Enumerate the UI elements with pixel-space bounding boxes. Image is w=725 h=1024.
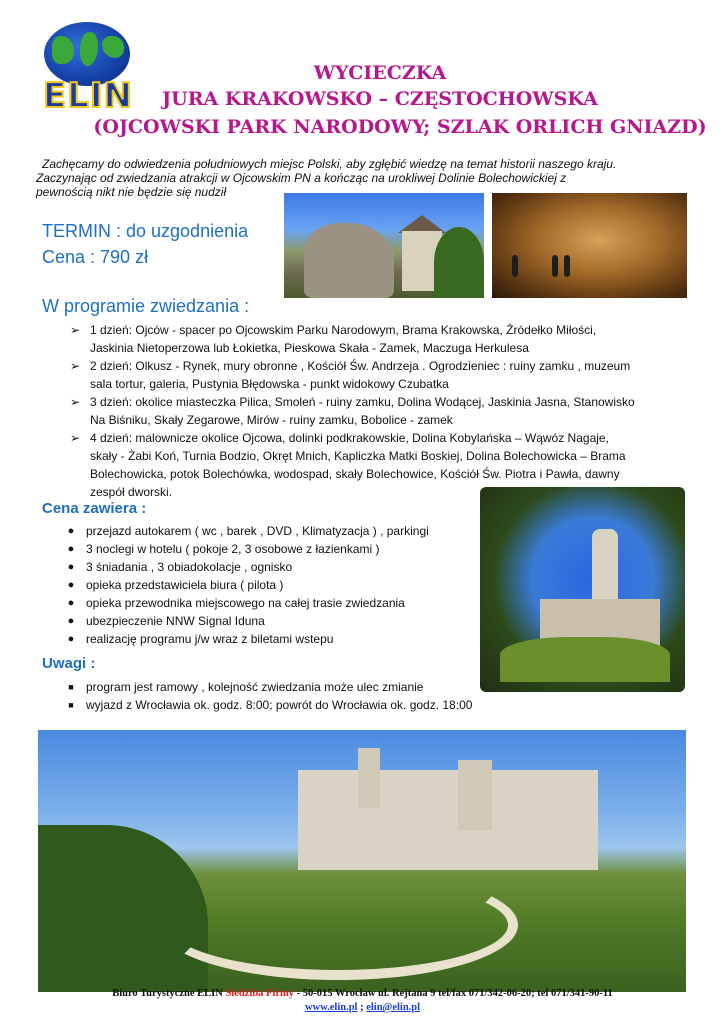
intro-line: pewnością nikt nie będzie się nudził <box>36 185 227 199</box>
list-item: ● realizację programu j/w wraz z biletami wstepu <box>62 630 472 648</box>
notes-list <box>62 678 662 714</box>
bullet-icon: ● <box>67 525 75 537</box>
list-item: ➢ 1 dzień: Ojców - spacer po Ojcowskim Parku Narodowym, Brama Krakowska, Źródełko Miłości, Jaskinia Nietoperzowa lub Łokietka, Pieskowa Skała - Zamek, Maczuga Herkulesa <box>66 321 684 357</box>
list-item: ➢ 3 dzień: okolice miasteczka Pilica, Smoleń - ruiny zamku, Dolina Wodącej, Jaskinia Jasna, Stanowisko Na Biśniku, Skały Zegarowe, Mirów - ruiny zamku, Bobolice - zamek <box>66 393 684 429</box>
title-line-1: WYCIECZKA <box>313 62 447 84</box>
list-item: ● opieka przewodnika miejscowego na całej trasie zwiedzania <box>62 594 472 612</box>
bullet-icon: ● <box>67 633 75 645</box>
arrow-bullet-icon: ➢ <box>69 395 81 409</box>
list-item: ■ wyjazd z Wrocławia ok. godz. 8:00; powrót do Wrocławia ok. godz. 18:00 <box>62 696 662 714</box>
title-line-3: (OJCOWSKI PARK NARODOWY; SZLAK ORLICH GNIAZD) <box>93 116 707 138</box>
footer-siedziba: Siedziba Firmy <box>225 988 295 999</box>
photo-ogrodzieniec-castle <box>38 730 686 992</box>
price-includes-heading: Cena zawiera : <box>42 500 147 517</box>
price-includes-list <box>62 522 472 648</box>
email-link[interactable]: elin@elin.pl <box>366 1002 421 1013</box>
bullet-icon: ● <box>67 597 75 609</box>
list-item: ● 3 noclegi w hotelu ( pokoje 2, 3 osobowe z łazienkami ) <box>62 540 472 558</box>
arrow-bullet-icon: ➢ <box>69 431 81 445</box>
arrow-bullet-icon: ➢ <box>69 359 81 373</box>
bullet-icon: ● <box>67 615 75 627</box>
intro-line: Zachęcamy do odwiedzenia południowych miejsc Polski, aby zgłębić wiedzę na temat historii naszego kraju. <box>42 157 617 171</box>
list-item: ➢ 2 dzień: Olkusz - Rynek, mury obronne , Kościół Św. Andrzeja . Ogrodzieniec : ruiny zamku , muzeum sala tortur, galeria, Pustynia Błędowska - punkt widokowy Czubatka <box>66 357 684 393</box>
arrow-bullet-icon: ➢ <box>69 323 81 337</box>
program-list <box>66 321 684 501</box>
bullet-icon: ● <box>67 579 75 591</box>
list-item: ● ubezpieczenie NNW Signal Iduna <box>62 612 472 630</box>
list-item: ● opieka przedstawiciela biura ( pilota ) <box>62 576 472 594</box>
intro-line: Zaczynając od zwiedzania atrakcji w Ojcowskim PN a kończąc na urokliwej Dolinie Bolechowickiej z <box>36 171 567 185</box>
footer-links: www.elin.pl ; elin@elin.pl <box>304 1002 421 1013</box>
photo-castle-tower <box>480 487 685 692</box>
logo-text: ELIN <box>43 76 133 116</box>
program-heading: W programie zwiedzania : <box>42 296 250 316</box>
list-item: ● 3 śniadania , 3 obiadokolacje , ognisko <box>62 558 472 576</box>
list-item: ■ program jest ramowy , kolejność zwiedzania może ulec zmianie <box>62 678 662 696</box>
bullet-icon: ● <box>67 561 75 573</box>
termin-block <box>42 218 248 270</box>
photo-ojcow-chapel <box>284 193 484 298</box>
price-text: Cena : 790 zł <box>42 247 149 267</box>
footer-address: Biuro Turystyczne ELIN Siedziba Firmy - 50-015 Wrocław ul. Rejtana 9 tel/fax 071/342-06-20; tel 071/341-90-11 <box>112 988 613 999</box>
photo-cave <box>492 193 687 298</box>
list-item: ● przejazd autokarem ( wc , barek , DVD , Klimatyzacja ) , parkingi <box>62 522 472 540</box>
square-bullet-icon: ■ <box>68 700 74 710</box>
footer <box>0 987 725 1015</box>
bullet-icon: ● <box>67 543 75 555</box>
website-link[interactable]: www.elin.pl <box>304 1002 358 1013</box>
title-line-2: JURA KRAKOWSKO – CZĘSTOCHOWSKA <box>162 88 598 110</box>
termin-text: TERMIN : do uzgodnienia <box>42 221 249 241</box>
notes-heading: Uwagi : <box>42 655 96 672</box>
list-item: ➢ 4 dzień: malownicze okolice Ojcowa, dolinki podkrakowskie, Dolina Kobylańska – Wąwóz Nagaje, skały - Żabi Koń, Turnia Bodzio, Okręt Mnich, Kapliczka Matki Boskiej, Dolina Bolechowicka – Brama Bolechowicka, potok Bolechówka, wodospad, skały Bolechowice, Kościół Św. Piotra i Pawła, dawny zespół dworski. <box>66 429 684 501</box>
square-bullet-icon: ■ <box>68 682 74 692</box>
